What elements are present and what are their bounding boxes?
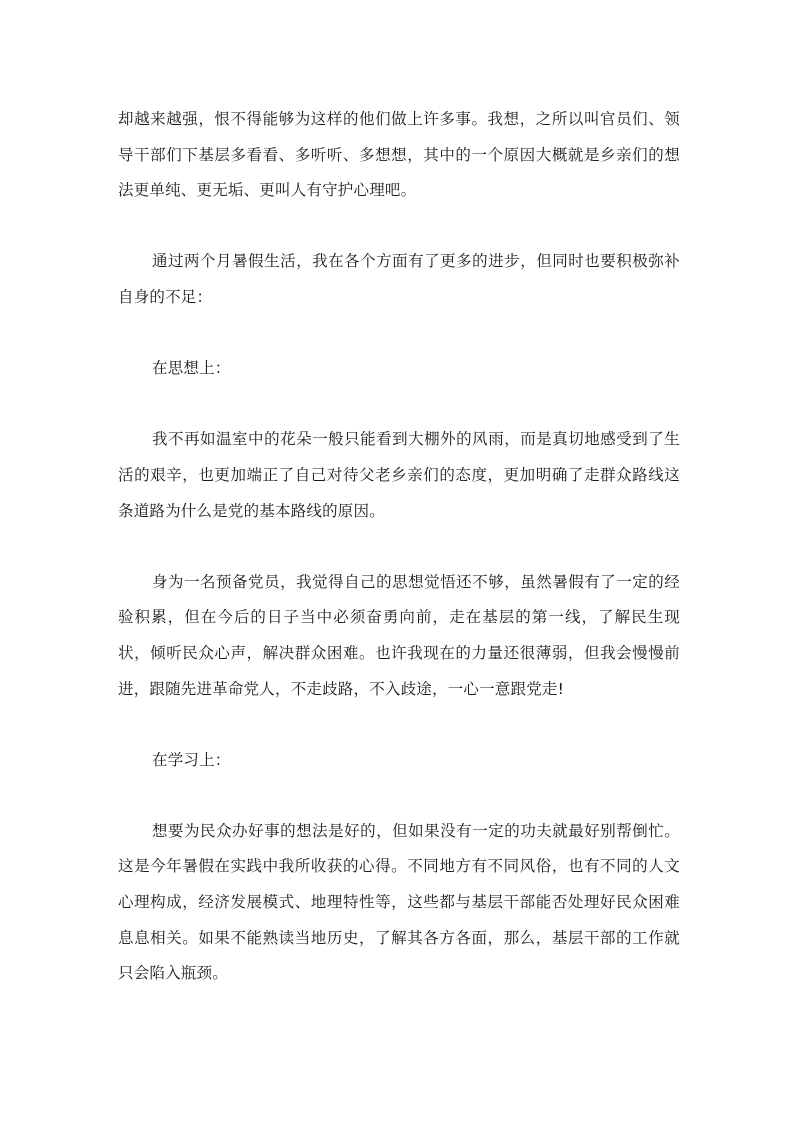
paragraph-7: 想要为民众办好事的想法是好的，但如果没有一定的功夫就最好别帮倒忙。这是今年暑假在实践中我所收获的心得。不同地方有不同风俗，也有不同的人文心理构成，经济发展模式、地理特性等，这些都与基层干部能否处理好民众困难息息相关。如果不能熟读当地历史，了解其各方各面，那么，基层干部的工作就只会陷入瓶颈。 (118, 821, 680, 983)
document-body (118, 102, 680, 992)
section-heading-study: 在学习上： (152, 750, 231, 769)
paragraph-4: 我不再如温室中的花朵一般只能看到大棚外的风雨，而是真切地感受到了生活的艰辛，也更加端正了自己对待父老乡亲们的态度，更加明确了走群众路线这条道路为什么是党的基本路线的原因。 (118, 430, 680, 520)
section-heading-thought: 在思想上： (152, 359, 231, 378)
paragraph-2: 通过两个月暑假生活，我在各个方面有了更多的进步，但同时也要积极弥补自身的不足： (118, 252, 680, 306)
paragraph-5: 身为一名预备党员，我觉得自己的思想觉悟还不够，虽然暑假有了一定的经验积累，但在今后的日子当中必须奋勇向前，走在基层的第一线，了解民生现状，倾听民众心声，解决群众困难。也许我现在的力量还很薄弱，但我会慢慢前进，跟随先进革命党人，不走歧路，不入歧途，一心一意跟党走! (118, 572, 680, 698)
paragraph-1: 却越来越强，恨不得能够为这样的他们做上许多事。我想，之所以叫官员们、领导干部们下基层多看看、多听听、多想想，其中的一个原因大概就是乡亲们的想法更单纯、更无垢、更叫人有守护心理吧。 (118, 110, 680, 200)
